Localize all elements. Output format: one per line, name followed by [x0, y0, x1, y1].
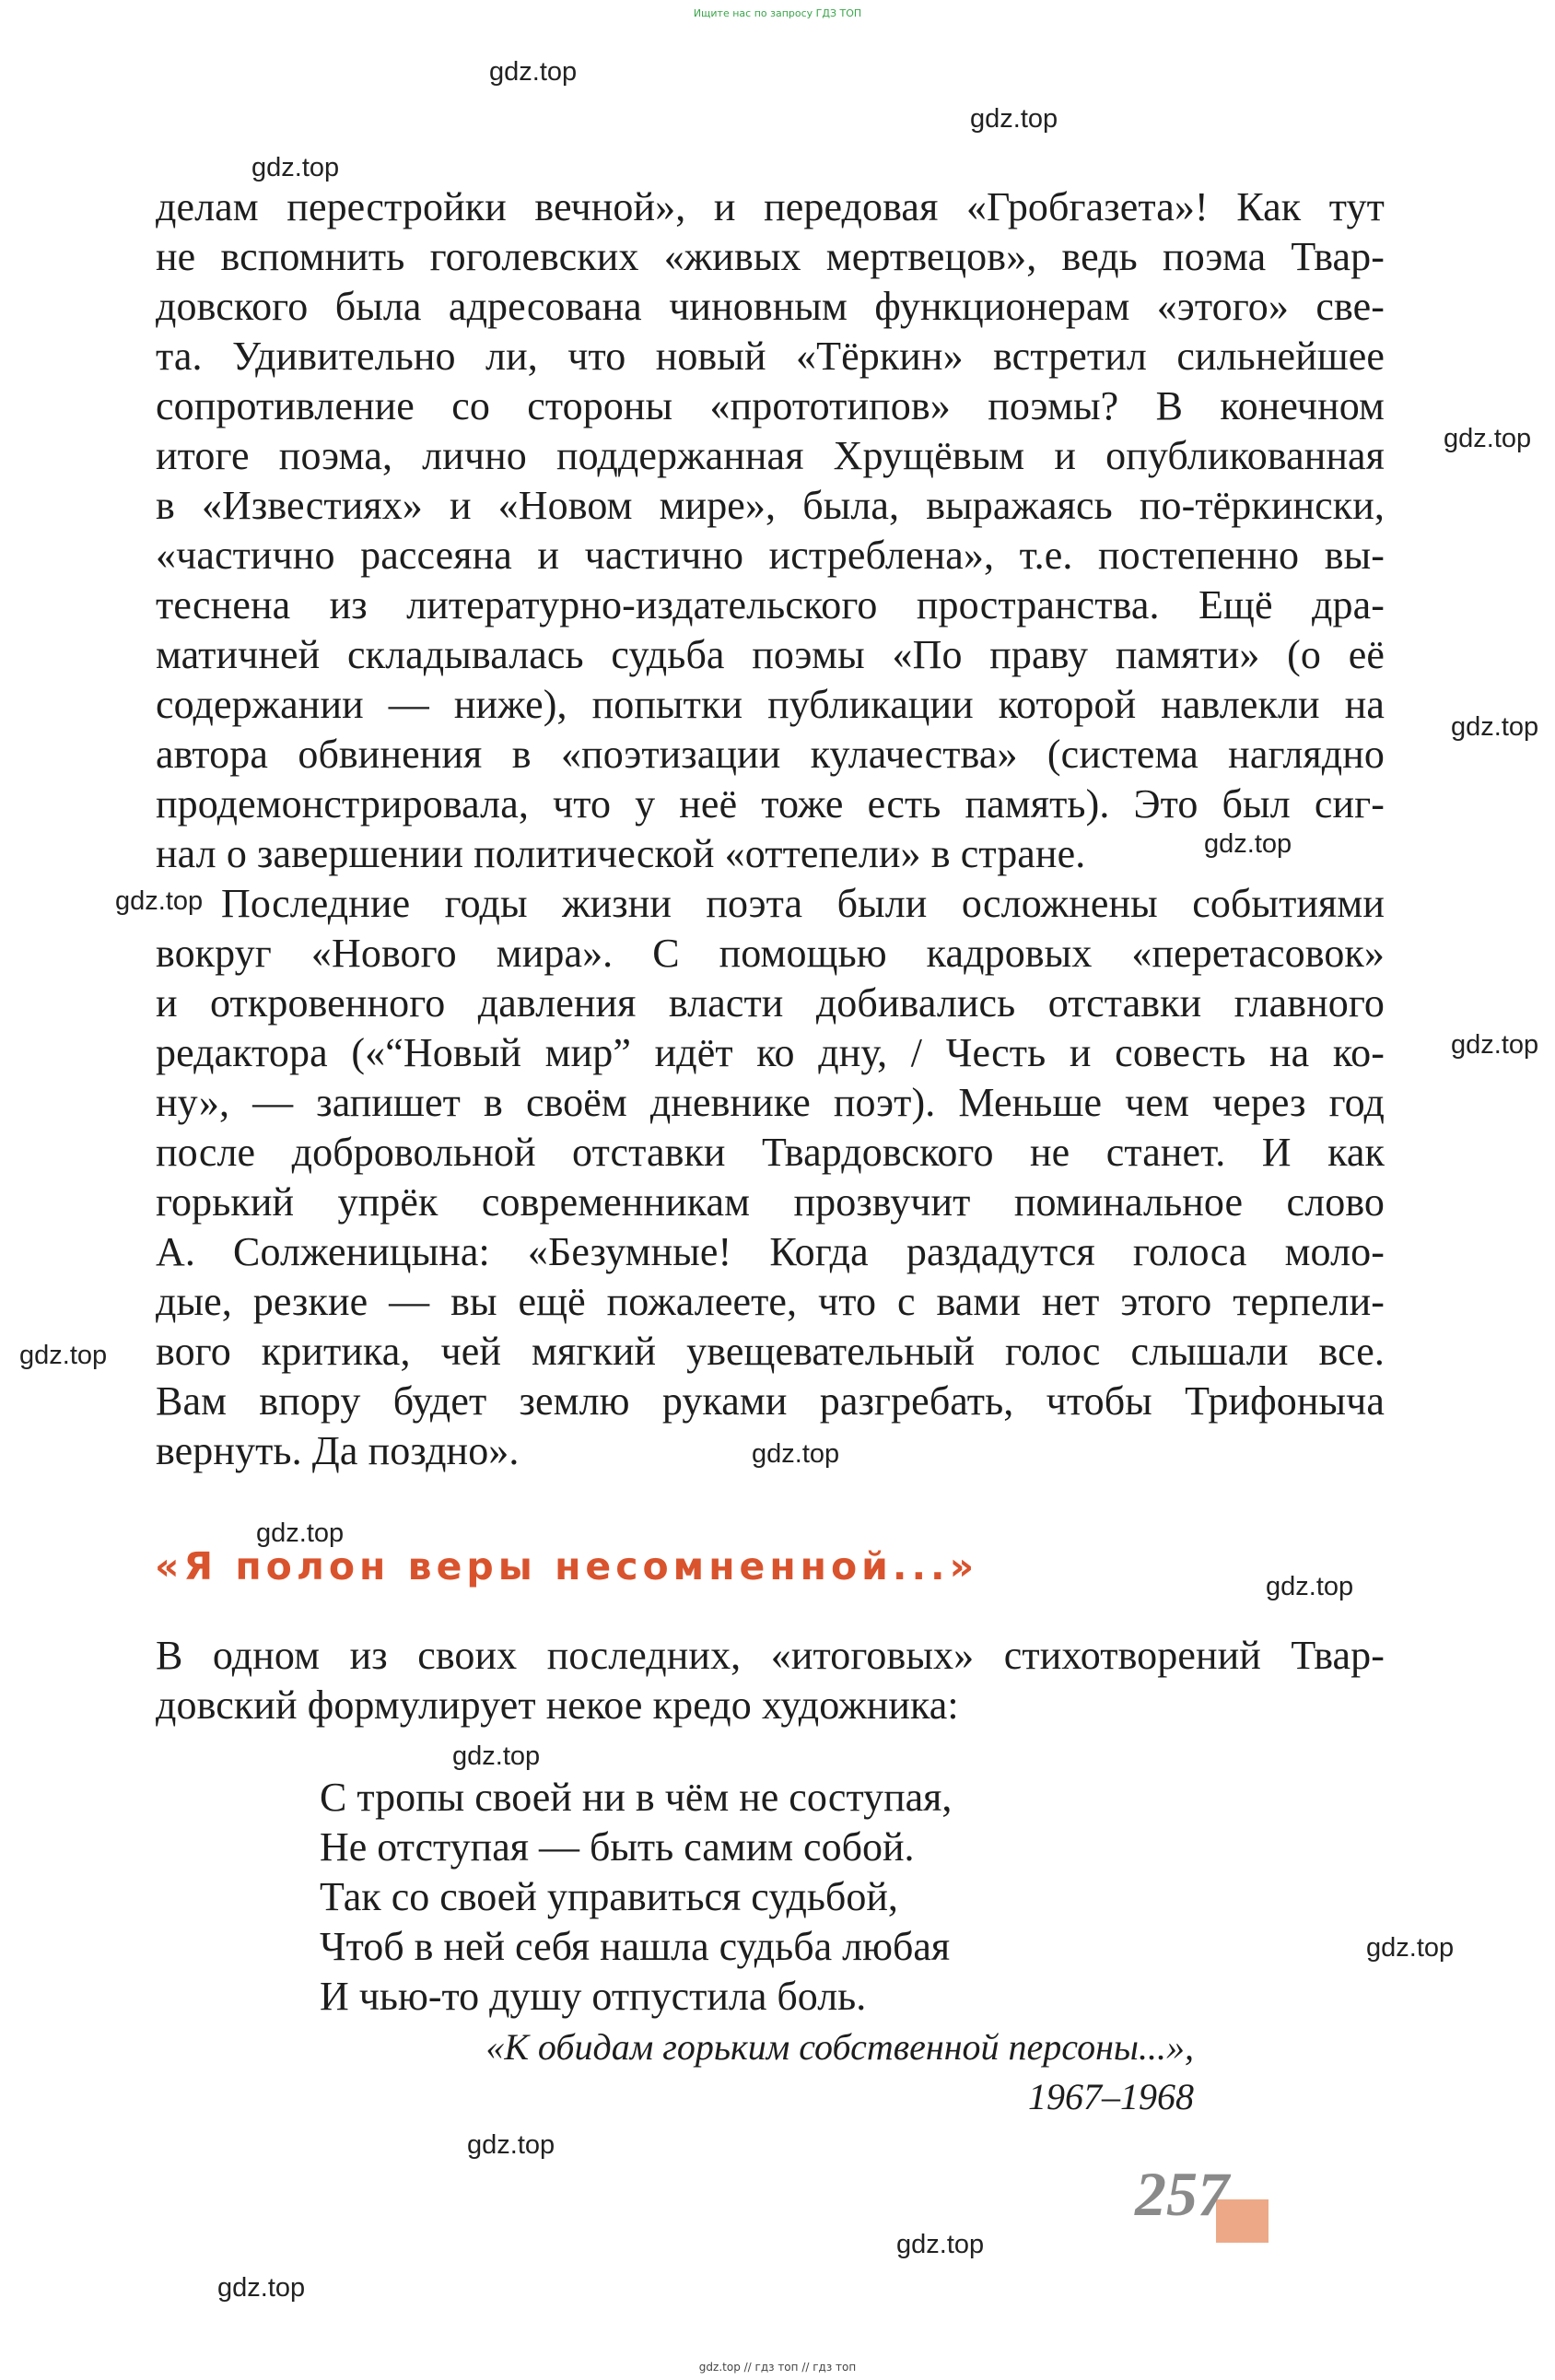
- watermark: gdz.top: [452, 1741, 541, 1771]
- paragraph1-line: продемонстрировала, что у неё тоже есть память). Это был сиг-: [156, 781, 1385, 827]
- watermark: gdz.top: [467, 2130, 555, 2160]
- watermark: gdz.top: [1444, 424, 1532, 453]
- paragraph2-line: редактора («“Новый мир” идёт ко дну, / Честь и совесть на ко-: [156, 1030, 1385, 1075]
- paragraph1-line: итоге поэма, лично поддержанная Хрущёвым и опубликованная: [156, 433, 1385, 478]
- watermark: gdz.top: [896, 2230, 985, 2259]
- paragraph1-line: нал о завершении политической «оттепели» в стране.: [156, 831, 1086, 876]
- paragraph2-line: ну», — запишет в своём дневнике поэт). Меньше чем через год: [156, 1080, 1385, 1125]
- paragraph1-line: автора обвинения в «поэтизации кулачества» (система наглядно: [156, 732, 1385, 777]
- watermark: gdz.top: [115, 886, 204, 916]
- paragraph2-line: А. Солженицына: «Безумные! Когда раздадутся голоса моло-: [156, 1229, 1385, 1274]
- watermark: gdz.top: [970, 104, 1058, 134]
- paragraph2-line: вернуть. Да поздно».: [156, 1428, 520, 1473]
- paragraph1-line: в «Известиях» и «Новом мире», была, выражаясь по-тёркински,: [156, 483, 1385, 528]
- paragraph1-line: матичней складывалась судьба поэмы «По праву памяти» (о её: [156, 632, 1385, 677]
- poem-years: 1967–1968: [1028, 2076, 1194, 2117]
- poem-source: «К обидам горьким собственной персоны...»,: [485, 2026, 1194, 2068]
- paragraph3-line: довский формулирует некое кредо художника:: [156, 1682, 959, 1728]
- watermark: gdz.top: [1366, 1933, 1455, 1963]
- page-number: 257: [1135, 2159, 1229, 2229]
- paragraph3-line: В одном из своих последних, «итоговых» стихотворений Твар-: [156, 1633, 1385, 1678]
- watermark: gdz.top: [1266, 1572, 1354, 1601]
- watermark: gdz.top: [1451, 1030, 1539, 1060]
- poem-line: Не отступая — быть самим собой.: [320, 1824, 915, 1870]
- paragraph2-line: дые, резкие — вы ещё пожалеете, что с вами нет этого терпели-: [156, 1279, 1385, 1324]
- paragraph2-line: горький упрёк современникам прозвучит поминальное слово: [156, 1179, 1385, 1225]
- paragraph1-line: не вспомнить гоголевских «живых мертвецов», ведь поэма Твар-: [156, 234, 1385, 279]
- watermark: gdz.top: [752, 1439, 840, 1469]
- paragraph2-line: вого критика, чей мягкий увещевательный голос слышали все.: [156, 1329, 1385, 1374]
- paragraph1-line: довского была адресована чиновным функционерам «этого» све-: [156, 284, 1385, 329]
- footer-note: gdz.top // гдз топ // гдз топ: [698, 2361, 857, 2374]
- watermark: gdz.top: [1451, 712, 1539, 742]
- watermark: gdz.top: [256, 1518, 345, 1548]
- paragraph2-line: Последние годы жизни поэта были осложнены событиями: [221, 881, 1385, 926]
- paragraph2-line: вокруг «Нового мира». С помощью кадровых «перетасовок»: [156, 931, 1385, 976]
- paragraph1-line: теснена из литературно-издательского пространства. Ещё дра-: [156, 582, 1385, 627]
- section-heading: «Я полон веры несомненной...»: [155, 1544, 979, 1589]
- poem-line: Так со своей управиться судьбой,: [320, 1874, 898, 1919]
- paragraph2-line: Вам впору будет землю руками разгребать, чтобы Трифоныча: [156, 1378, 1385, 1424]
- watermark: gdz.top: [217, 2273, 306, 2303]
- paragraph2-line: после добровольной отставки Твардовского не станет. И как: [156, 1130, 1385, 1175]
- watermark: gdz.top: [19, 1341, 108, 1370]
- watermark: gdz.top: [251, 153, 340, 182]
- watermark: gdz.top: [1204, 829, 1292, 859]
- paragraph1-line: содержании — ниже), попытки публикации которой навлекли на: [156, 682, 1385, 727]
- watermark: gdz.top: [489, 57, 578, 87]
- poem-line: Чтоб в ней себя нашла судьба любая: [320, 1924, 951, 1969]
- poem-line: И чью-то душу отпустила боль.: [320, 1974, 867, 2019]
- header-note: Ищите нас по запросу ГДЗ ТОП: [693, 7, 862, 19]
- paragraph1-line: сопротивление со стороны «прототипов» поэмы? В конечном: [156, 383, 1385, 428]
- paragraph1-line: делам перестройки вечной», и передовая «Гробгазета»! Как тут: [156, 184, 1385, 229]
- poem-line: С тропы своей ни в чём не соступая,: [320, 1775, 953, 1820]
- paragraph1-line: «частично рассеяна и частично истреблена», т.е. постепенно вы-: [156, 533, 1385, 578]
- paragraph1-line: та. Удивительно ли, что новый «Тёркин» встретил сильнейшее: [156, 334, 1385, 379]
- paragraph2-line: и откровенного давления власти добивались отставки главного: [156, 980, 1385, 1026]
